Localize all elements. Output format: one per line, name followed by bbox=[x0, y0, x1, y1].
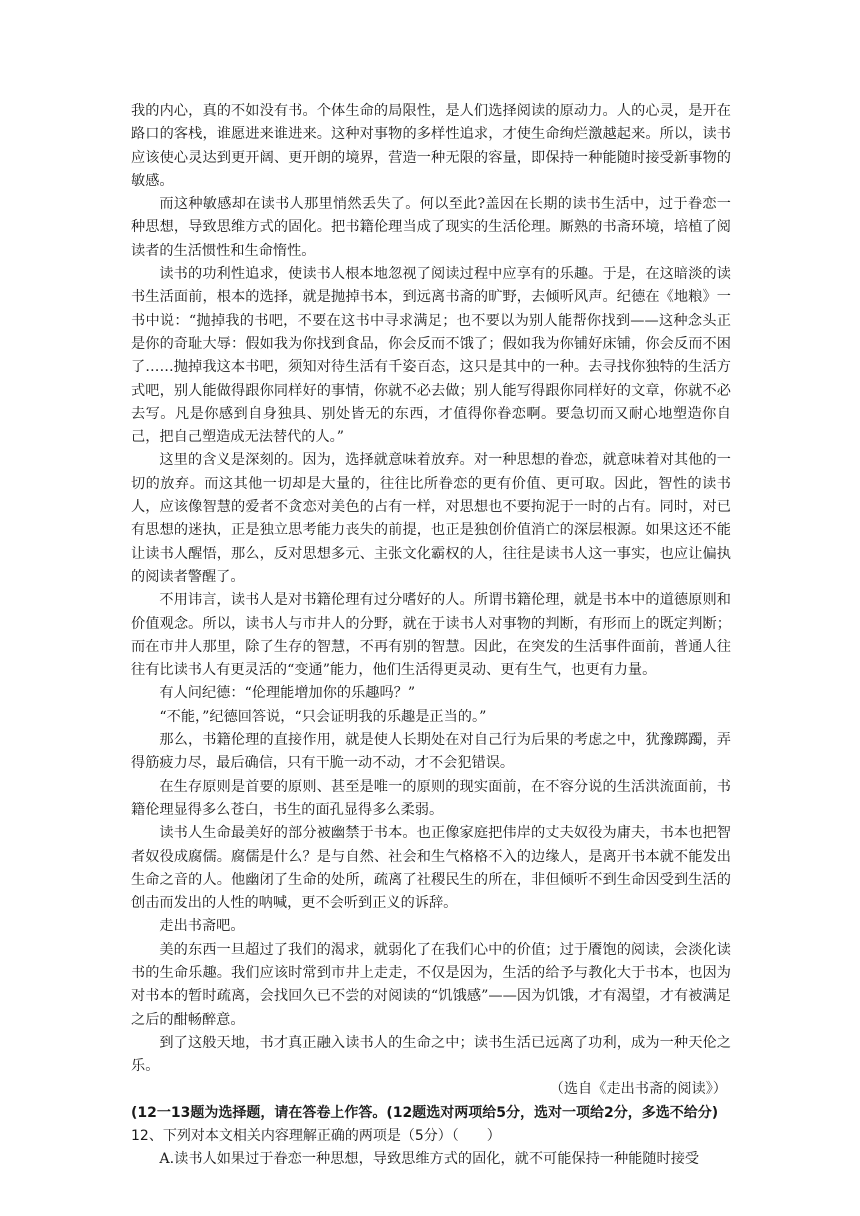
paragraph-12: 美的东西一旦超过了我们的渴求，就弱化了在我们心中的价值；过于餍饱的阅读，会淡化读书的生命乐趣。我们应该时常到市井上走走，不仅是因为，生活的给予与教化大于书本，也因为对书本的暂时疏离，会找回久已不尝的对阅读的“饥饿感”——因为饥饿，才有渴望，才有被满足之后的酣畅醉意。 bbox=[131, 941, 731, 1028]
source-citation: （选自《走出书斋的阅读》） bbox=[549, 1081, 727, 1098]
paragraph-1: 我的内心，真的不如没有书。个体生命的局限性，是人们选择阅读的原动力。人的心灵，是开在路口的客栈，谁愿进来谁进来。这种对事物的多样性追求，才使生命绚烂激越起来。所以，读书应该使心灵达到更开阔、更开朗的境界，营造一种无限的容量，即保持一种能随时接受新事物的敏感。 bbox=[131, 103, 731, 189]
option-a: A.读书人如果过于眷恋一种思想，导致思维方式的固化，就不可能保持一种能随时接受 bbox=[159, 1151, 700, 1168]
paragraph-8: 那么，书籍伦理的直接作用，就是使人长期处在对自己行为后果的考虑之中，犹豫踯躅，弄得筋疲力尽，最后确信，只有干脆一动不动，才不会犯错误。 bbox=[131, 732, 731, 772]
paragraph-6: 有人问纪德：“伦理能增加你的乐趣吗？” bbox=[159, 685, 416, 702]
paragraph-3: 读书的功利性追求，使读书人根本地忽视了阅读过程中应享有的乐趣。于是，在这暗淡的读书生活面前，根本的选择，就是抛掉书本，到远离书斋的旷野，去倾听风声。纪德在《地粮》一书中说：“抛掉我的书吧，不要在这书中寻求满足；也不要以为别人能帮你找到——这种念头正是你的奇耻大辱：假如我为你找到食品，你会反而不饿了；假如我为你铺好床铺，你会反而不困了……抛掉我这本书吧，须知对待生活有千姿百态，这只是其中的一种。去寻找你独特的生活方式吧，别人能做得跟你同样好的事情，你就不必去做；别人能写得跟你同样好的文章，你就不必去写。凡是你感到自身独具、别处皆无的东西，才值得你眷恋啊。要急切而又耐心地塑造你自己，把自己塑造成无法替代的人。” bbox=[131, 266, 731, 446]
question-12: 12、下列对本文相关内容理解正确的两项是（5分）（ ） bbox=[131, 1128, 501, 1145]
paragraph-2: 而这种敏感却在读书人那里悄然丢失了。何以至此?盖因在长期的读书生活中，过于眷恋一种思想，导致思维方式的固化。把书籍伦理当成了现实的生活伦理。厮熟的书斋环境，培植了阅读者的生活惯性和生命惰性。 bbox=[131, 196, 731, 259]
paragraph-4: 这里的含义是深刻的。因为，选择就意味着放弃。对一种思想的眷恋，就意味着对其他的一切的放弃。而这其他一切却是大量的，往往比所眷恋的更有价值、更可取。因此，智性的读书人，应该像智慧的爱者不贪恋对美色的占有一样，对思想也不要拘泥于一时的占有。同时，对已有思想的迷执，正是独立思考能力丧失的前提，也正是独创价值消亡的深层根源。如果这还不能让读书人醒悟，那么，反对思想多元、主张文化霸权的人，往往是读书人这一事实，也应让偏执的阅读者警醒了。 bbox=[131, 452, 731, 585]
paragraph-7: “不能，”纪德回答说，“只会证明我的乐趣是正当的。” bbox=[159, 708, 487, 725]
document-page bbox=[131, 100, 731, 1172]
paragraph-13: 到了这般天地，书才真正融入读书人的生命之中；读书生活已远离了功利，成为一种天伦之乐。 bbox=[131, 1034, 731, 1075]
paragraph-5: 不用讳言，读书人是对书籍伦理有过分嗜好的人。所谓书籍伦理，就是书本中的道德原则和价值观念。所以，读书人与市井人的分野，就在于读书人对事物的判断，有形而上的既定判断；而在市井人那里，除了生存的智慧，不再有别的智慧。因此，在突发的生活事件面前，普通人往往有比读书人有更灵活的“变通”能力，他们生活得更灵动、更有生气，也更有力量。 bbox=[131, 592, 731, 679]
paragraph-10: 读书人生命最美好的部分被幽禁于书本。也正像家庭把伟岸的丈夫奴役为庸夫，书本也把智者奴役成腐儒。腐儒是什么？是与自然、社会和生气格格不入的边缘人，是离开书本就不能发出生命之音的人。他幽闭了生命的处所，疏离了社稷民生的所在，非但倾听不到生命因受到生活的创击而发出的人性的呐喊，更不会听到正义的诉辞。 bbox=[131, 825, 731, 912]
paragraph-9: 在生存原则是首要的原则、甚至是唯一的原则的现实面前，在不容分说的生活洪流面前，书籍伦理显得多么苍白，书生的面孔显得多么柔弱。 bbox=[131, 778, 731, 818]
question-instruction: (12一13题为选择题，请在答卷上作答。(12题选对两项给5分，选对一项给2分，多选不给分) bbox=[131, 1104, 719, 1121]
paragraph-11: 走出书斋吧。 bbox=[159, 918, 245, 935]
